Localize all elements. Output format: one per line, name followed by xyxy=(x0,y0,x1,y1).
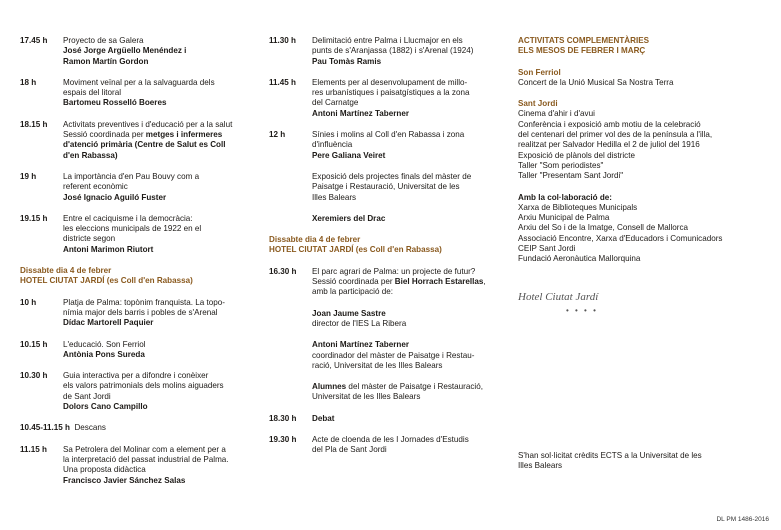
program-entry xyxy=(20,214,262,255)
entry-title: del Carnatge xyxy=(312,98,359,108)
activity-line: realitzat per Salvador Hedilla el 2 de juliol del 1916 xyxy=(518,140,700,150)
participant-name: Joan Jaume Sastre xyxy=(312,308,386,318)
entry-title: Sa Petrolera del Molinar com a element per a xyxy=(63,444,226,454)
entry-title: de Sant Jordi xyxy=(63,391,111,401)
program-entry xyxy=(20,298,262,329)
program-entry xyxy=(269,267,505,298)
entry-title: nímia major dels barris i pobles de s'Arenal xyxy=(63,307,218,317)
entry-speaker: Pau Tomàs Ramis xyxy=(312,56,382,66)
participant-role: Universitat de les Illes Balears xyxy=(312,392,421,402)
entry-title: Debat xyxy=(312,413,335,423)
entry-title: L'educació. Son Ferriol xyxy=(63,339,146,349)
location-title: Sant Jordi xyxy=(518,99,558,109)
entry-time: 11.30 h xyxy=(269,36,296,45)
exhibit-text: Exposició dels projectes finals del màster de xyxy=(312,171,472,181)
exhibit-text: Illes Balears xyxy=(312,192,357,202)
program-entry xyxy=(269,435,505,456)
entry-time: 19.30 h xyxy=(269,435,297,445)
entry-speaker: Ramon Martín Gordon xyxy=(63,56,149,66)
program-column-2 xyxy=(269,36,505,456)
entry-title: la interpretació del passat industrial de Palma. xyxy=(63,454,229,464)
participant xyxy=(269,340,505,371)
program-entry xyxy=(269,36,505,67)
entry-speaker: Antònia Pons Sureda xyxy=(63,349,145,359)
program-entry xyxy=(269,172,505,203)
complementary-activities-column xyxy=(518,36,768,265)
collaborator: Arxiu del So i de la Imatge, Consell de Mallorca xyxy=(518,223,689,233)
program-entry xyxy=(20,172,262,203)
activity-line: Cinema d'ahir i d'avui xyxy=(518,109,595,119)
section-heading: ELS MESOS DE FEBRER I MARÇ xyxy=(518,46,646,56)
collaboration-title: Amb la col·laboració de: xyxy=(518,192,612,202)
entry-title: Sínies i molins al Coll d'en Rabassa i zona xyxy=(312,130,465,140)
collaborator: CEIP Sant Jordi xyxy=(518,244,576,254)
participant xyxy=(269,382,505,403)
program-entry xyxy=(20,78,262,109)
program-entry xyxy=(20,445,262,486)
entry-title: El parc agrari de Palma: un projecte de futur? xyxy=(312,266,476,276)
exhibit-text: Paisatge i Restauració, Universitat de les xyxy=(312,182,460,192)
location-title: Son Ferriol xyxy=(518,67,561,77)
entry-title: punts de s'Aranjassa (1882) i s'Arenal (1924) xyxy=(312,46,474,56)
day-heading: Dissabte dia 4 de febrer HOTEL CIUTAT JARDÍ (es Coll d'en Rabassa) xyxy=(20,266,193,286)
entry-time: 18.30 h xyxy=(269,413,297,423)
entry-title: del Pla de Sant Jordi xyxy=(312,445,387,455)
program-entry xyxy=(269,130,505,161)
entry-speaker: Antoni Martínez Taberner xyxy=(312,108,409,118)
participant-name: Alumnes del màster de Paisatge i Restauració, xyxy=(312,382,483,392)
entry-title: Moviment veïnal per a la salvaguarda dels xyxy=(63,77,215,87)
entry-title: Una proposta didàctica xyxy=(63,465,146,475)
entry-speaker: d'atenció primària (Centre de Salut es Coll xyxy=(63,140,226,150)
activity-line: Conferència i exposició amb motiu de la celebració xyxy=(518,119,701,129)
entry-time: 10.30 h xyxy=(20,371,48,381)
entry-time: 17.45 h xyxy=(20,36,48,45)
program-entry xyxy=(20,36,262,67)
entry-title: les eleccions municipals de 1922 en el xyxy=(63,224,202,234)
program-entry xyxy=(269,414,505,424)
music-group: Xeremiers del Drac xyxy=(312,213,386,223)
entry-speaker: Dolors Cano Campillo xyxy=(63,402,148,412)
program-column-1 xyxy=(20,36,262,486)
entry-title: espais del litoral xyxy=(63,88,122,98)
entry-time: 18 h xyxy=(20,77,37,87)
entry-time: 12 h xyxy=(269,130,286,140)
entry-title: Acte de cloenda de les I Jornades d'Estudis xyxy=(312,435,469,445)
program-entry xyxy=(20,340,262,361)
entry-title: Sessió coordinada per Biel Horrach Estarellas, xyxy=(312,277,486,287)
entry-title: La importància d'en Pau Bouvy com a xyxy=(63,171,200,181)
entry-title: d'influència xyxy=(312,140,353,150)
entry-title: referent econòmic xyxy=(63,182,128,192)
entry-title: els valors patrimonials dels molins aiguaders xyxy=(63,381,224,391)
entry-title: res urbanístiques i paisatgístiques a la zona xyxy=(312,88,470,98)
section-heading: ACTIVITATS COMPLEMENTÀRIES xyxy=(518,36,649,45)
participant xyxy=(269,309,505,330)
entry-speaker: Dídac Martorell Paquier xyxy=(63,318,154,328)
activity-line: Taller "Presentam Sant Jordi" xyxy=(518,171,624,181)
entry-speaker: Bartomeu Rosselló Boeres xyxy=(63,98,167,108)
participant-name: Antoni Martínez Taberner xyxy=(312,340,409,350)
entry-speaker: José Ignacio Aguiló Fuster xyxy=(63,192,167,202)
participant-role: ració, Universitat de les Illes Balears xyxy=(312,360,443,370)
participant-role: director de l'IES La Ribera xyxy=(312,318,407,328)
activity-line: Taller "Som periodistes" xyxy=(518,160,604,170)
collaborator: Fundació Aeronàutica Mallorquina xyxy=(518,254,641,264)
ects-note: S'han sol·licitat crèdits ECTS a la Universitat de les Illes Balears xyxy=(518,451,702,471)
activity-line: Exposició de plànols del districte xyxy=(518,150,635,160)
program-entry xyxy=(20,371,262,412)
collaborator: Arxiu Municipal de Palma xyxy=(518,213,610,223)
entry-title: Elements per al desenvolupament de millo- xyxy=(312,77,468,87)
entry-time: 11.15 h xyxy=(20,444,47,454)
program-entry xyxy=(20,120,262,161)
entry-title: Activitats preventives i d'educació per a la salut xyxy=(63,119,233,129)
activity-line: del centenari del primer vol des de la península a l'illa, xyxy=(518,130,713,140)
participant-role: coordinador del màster de Paisatge i Restau- xyxy=(312,350,475,360)
entry-break: 10.45-11.15 h Descans xyxy=(20,423,106,433)
entry-time: 10.15 h xyxy=(20,339,48,349)
entry-title: Entre el caciquisme i la democràcia: xyxy=(63,213,193,223)
entry-title: Platja de Palma: topònim franquista. La topo- xyxy=(63,297,225,307)
entry-time: 10 h xyxy=(20,297,37,307)
entry-title: Sessió coordinada per metges i infermeres xyxy=(63,130,223,140)
entry-title: amb la participació de: xyxy=(312,287,393,297)
hotel-logo: Hotel Ciutat Jardí xyxy=(518,291,599,303)
entry-speaker: d'en Rabassa) xyxy=(63,150,118,160)
entry-title: Proyecto de sa Galera xyxy=(63,36,144,45)
activity-line: Concert de la Unió Musical Sa Nostra Terra xyxy=(518,77,674,87)
entry-time: 11.45 h xyxy=(269,77,296,87)
entry-title: Guia interactiva per a difondre i conèixer xyxy=(63,371,209,381)
program-entry xyxy=(20,423,262,433)
day-heading: Dissabte dia 4 de febrer HOTEL CIUTAT JARDÍ (es Coll d'en Rabassa) xyxy=(269,235,442,255)
hotel-logo-dots: • • • • xyxy=(566,306,598,315)
entry-time: 19 h xyxy=(20,171,37,181)
entry-time: 18.15 h xyxy=(20,119,48,129)
entry-speaker: Pere Galiana Veiret xyxy=(312,150,386,160)
collaborator: Xarxa de Biblioteques Municipals xyxy=(518,202,638,212)
legal-deposit: DL PM 1486-2016 xyxy=(716,516,769,523)
entry-speaker: Francisco Javier Sánchez Salas xyxy=(63,475,186,485)
program-entry xyxy=(269,78,505,119)
entry-speaker: Antoni Marimon Riutort xyxy=(63,244,154,254)
program-entry xyxy=(269,214,505,224)
entry-speaker: José Jorge Argüello Menéndez i xyxy=(63,46,187,56)
entry-time: 16.30 h xyxy=(269,266,297,276)
entry-title: districte segon xyxy=(63,234,116,244)
entry-title: Delimitació entre Palma i Llucmajor en els xyxy=(312,36,463,45)
entry-time: 19.15 h xyxy=(20,213,48,223)
collaborator: Associació Encontre, Xarxa d'Educadors i Comunicadors xyxy=(518,233,723,243)
